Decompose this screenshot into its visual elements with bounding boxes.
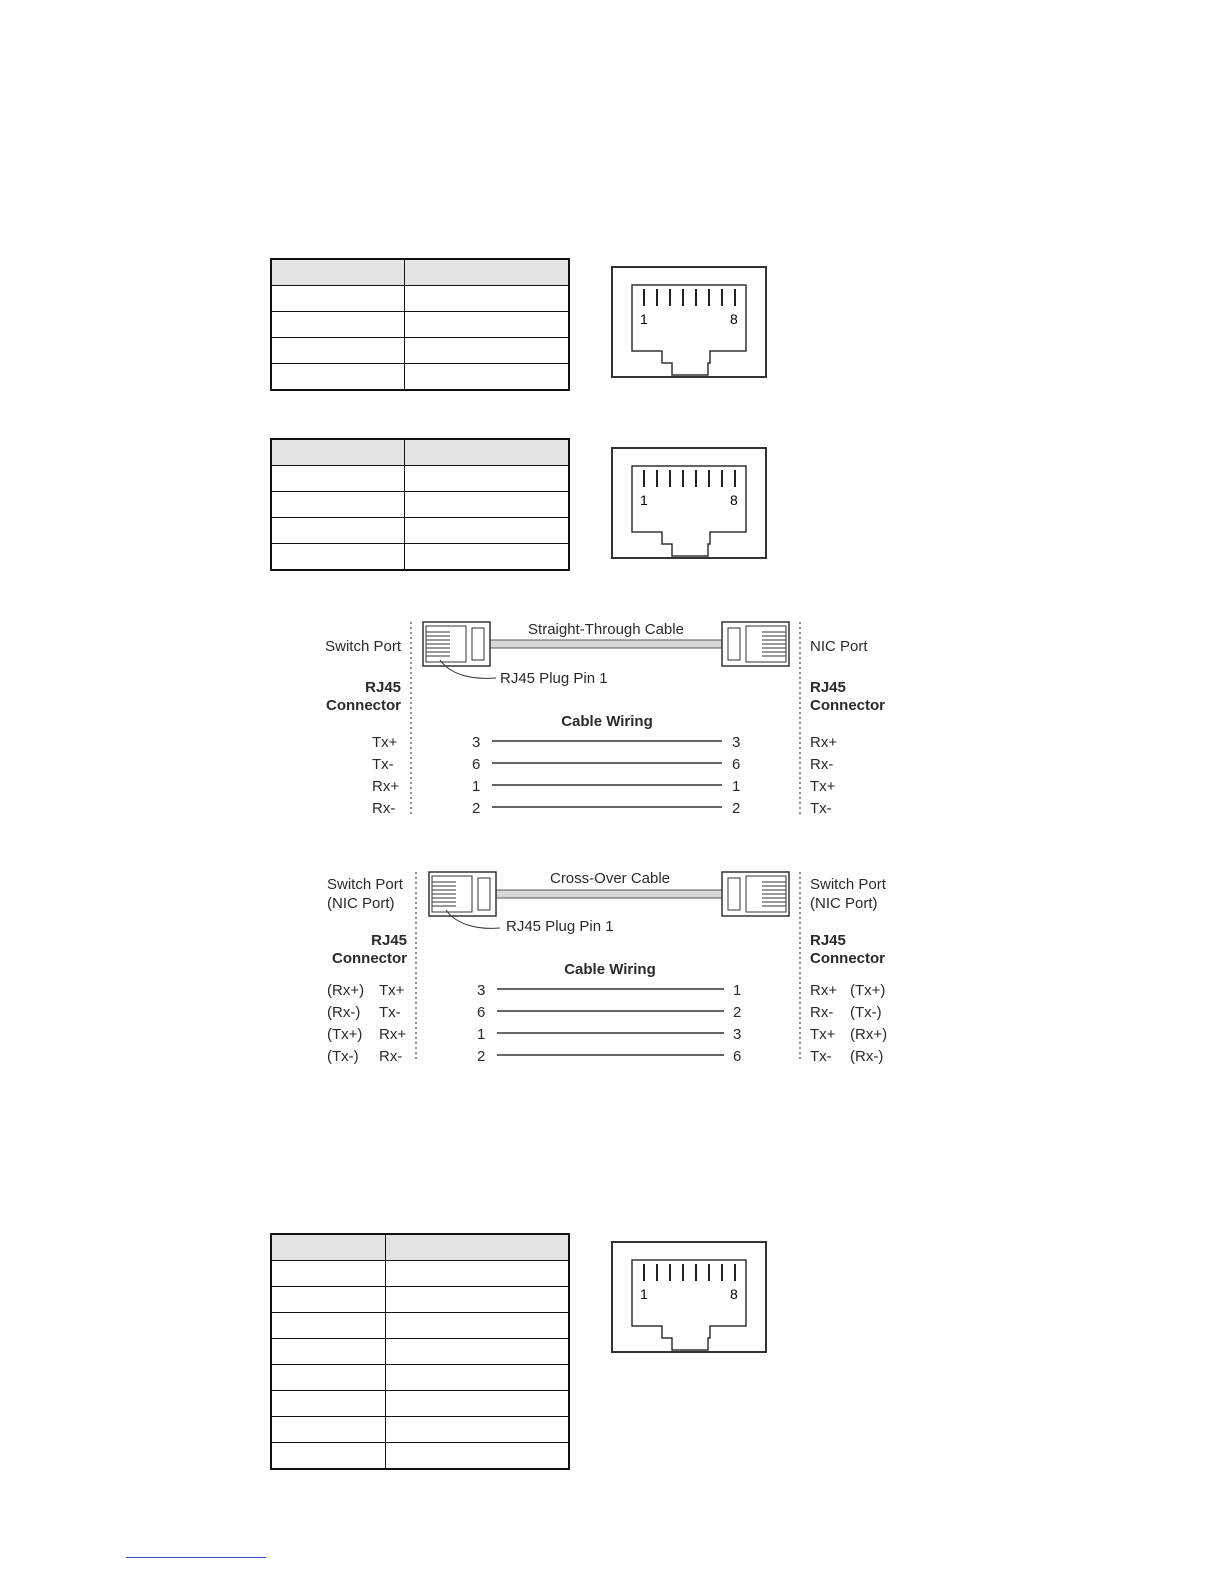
right-connector-label: Connector — [810, 697, 885, 714]
footnote-divider — [126, 1557, 266, 1558]
table-row — [271, 312, 569, 338]
table-header-cell — [271, 439, 405, 466]
cable-title: Cross-Over Cable — [549, 870, 671, 887]
rj45-jack-diagram-2 — [610, 446, 768, 560]
plug-pin-label: RJ45 Plug Pin 1 — [506, 918, 614, 935]
left-port-label: (NIC Port) — [327, 895, 395, 912]
wiring-title: Cable Wiring — [564, 961, 656, 978]
right-pin: 3 — [732, 734, 741, 751]
left-signal: Tx- — [372, 756, 394, 773]
left-pin: 1 — [472, 778, 481, 795]
right-port-label: (NIC Port) — [810, 895, 878, 912]
wiring-row — [327, 982, 885, 999]
right-signal: Rx+ — [810, 982, 838, 999]
right-port-label: NIC Port — [810, 638, 868, 655]
left-connector-label: RJ45 — [365, 679, 401, 696]
rj45-jack-diagram-1 — [610, 265, 768, 379]
right-pin: 1 — [733, 982, 742, 999]
right-alt-signal: (Tx-) — [850, 1004, 882, 1021]
right-signal: Rx- — [810, 1004, 834, 1021]
left-signal: Rx- — [372, 800, 396, 817]
left-signal: Tx+ — [372, 734, 398, 751]
table-header-cell — [405, 259, 570, 286]
table-header-cell — [386, 1234, 570, 1261]
right-port-label: Switch Port — [810, 876, 886, 893]
right-pin: 2 — [733, 1004, 742, 1021]
pin-label-last: 8 — [730, 311, 738, 327]
left-plug-icon — [423, 622, 490, 666]
right-plug-icon — [722, 622, 789, 666]
rj45-jack-diagram-3 — [610, 1240, 768, 1354]
left-signal: Tx- — [379, 1004, 401, 1021]
pin-label-last: 8 — [730, 492, 738, 508]
right-plug-icon — [722, 872, 789, 916]
table-row — [271, 338, 569, 364]
table-row — [271, 466, 569, 492]
right-pin: 2 — [732, 800, 741, 817]
wiring-row — [372, 734, 837, 751]
left-connector-label: Connector — [332, 950, 407, 967]
right-signal: Tx+ — [810, 1026, 836, 1043]
right-alt-signal: (Rx-) — [850, 1048, 884, 1065]
table-row — [271, 1417, 569, 1443]
left-pin: 6 — [472, 756, 481, 773]
pin-label-first: 1 — [640, 1286, 648, 1302]
table-row — [271, 492, 569, 518]
table-row — [271, 1339, 569, 1365]
left-pin: 6 — [477, 1004, 486, 1021]
table-header-cell — [271, 259, 405, 286]
left-pin: 3 — [477, 982, 486, 999]
right-connector-label: RJ45 — [810, 679, 846, 696]
wiring-row — [372, 800, 832, 817]
wiring-title: Cable Wiring — [561, 713, 653, 730]
right-signal: Tx+ — [810, 778, 836, 795]
right-pin: 1 — [732, 778, 741, 795]
right-alt-signal: (Tx+) — [850, 982, 886, 999]
left-signal: Rx+ — [372, 778, 400, 795]
table-row — [271, 364, 569, 391]
table-row — [271, 1391, 569, 1417]
table-row — [271, 518, 569, 544]
left-port-label: Switch Port — [325, 638, 401, 655]
right-signal: Tx- — [810, 800, 832, 817]
left-alt-signal: (Rx-) — [327, 1004, 361, 1021]
left-alt-signal: (Tx-) — [327, 1048, 359, 1065]
straight-through-diagram — [300, 612, 920, 822]
right-connector-label: RJ45 — [810, 932, 846, 949]
left-connector-label: RJ45 — [371, 932, 407, 949]
table-row — [271, 1313, 569, 1339]
wiring-row — [372, 778, 836, 795]
left-signal: Tx+ — [379, 982, 405, 999]
right-pin: 3 — [733, 1026, 742, 1043]
left-signal: Rx- — [379, 1048, 403, 1065]
table-row — [271, 1443, 569, 1470]
pin-table-2 — [270, 438, 570, 571]
right-alt-signal: (Rx+) — [850, 1026, 888, 1043]
table-row — [271, 1365, 569, 1391]
right-pin: 6 — [733, 1048, 742, 1065]
table-row — [271, 1287, 569, 1313]
pin-table-1 — [270, 258, 570, 391]
wiring-row — [327, 1026, 887, 1043]
cross-over-diagram — [300, 862, 920, 1072]
pin-label-first: 1 — [640, 492, 648, 508]
right-signal: Rx+ — [810, 734, 838, 751]
table-row — [271, 1261, 569, 1287]
left-alt-signal: (Rx+) — [327, 982, 365, 999]
table-row — [271, 286, 569, 312]
left-pin: 1 — [477, 1026, 486, 1043]
wiring-row — [327, 1048, 883, 1065]
left-alt-signal: (Tx+) — [327, 1026, 363, 1043]
left-pin: 2 — [472, 800, 481, 817]
table-header-cell — [271, 1234, 386, 1261]
right-connector-label: Connector — [810, 950, 885, 967]
wiring-row — [372, 756, 833, 773]
pin-label-last: 8 — [730, 1286, 738, 1302]
right-signal: Tx- — [810, 1048, 832, 1065]
left-signal: Rx+ — [379, 1026, 407, 1043]
left-pin: 3 — [472, 734, 481, 751]
left-port-label: Switch Port — [327, 876, 403, 893]
left-plug-icon — [429, 872, 496, 916]
plug-pin-label: RJ45 Plug Pin 1 — [500, 670, 608, 687]
cable-title: Straight-Through Cable — [528, 621, 684, 638]
pin-table-3 — [270, 1233, 570, 1470]
table-row — [271, 544, 569, 571]
left-pin: 2 — [477, 1048, 486, 1065]
pin-label-first: 1 — [640, 311, 648, 327]
wiring-row — [327, 1004, 882, 1021]
right-signal: Rx- — [810, 756, 834, 773]
table-header-cell — [405, 439, 570, 466]
left-connector-label: Connector — [326, 697, 401, 714]
right-pin: 6 — [732, 756, 741, 773]
